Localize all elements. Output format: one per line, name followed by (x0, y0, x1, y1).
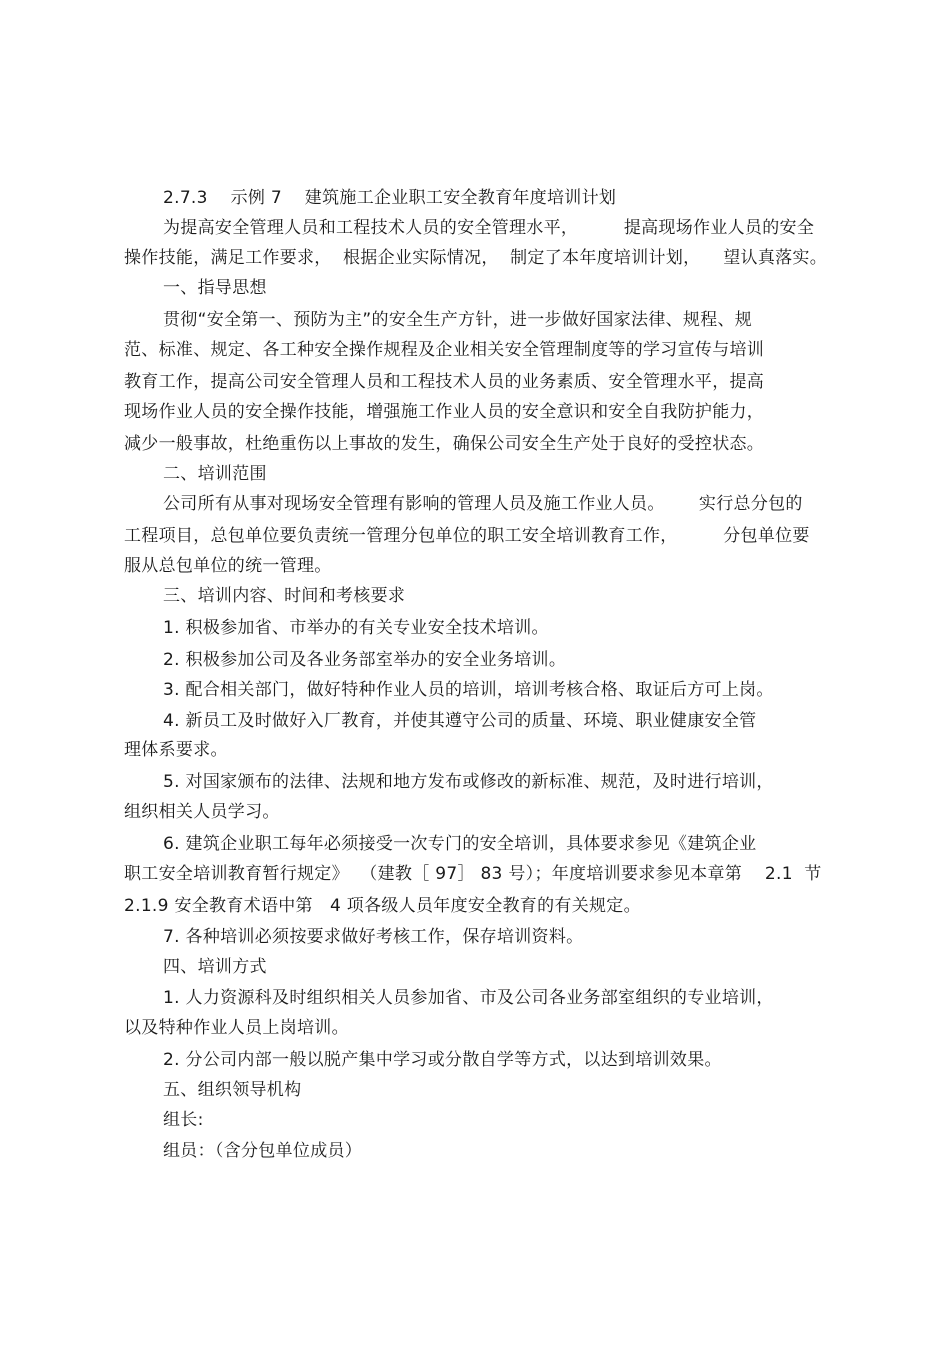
paragraph-line: 教育工作，提高公司安全管理人员和工程技术人员的业务素质、安全管理水平，提高 (124, 372, 765, 392)
list-item: 1. 人力资源科及时组织相关人员参加省、市及公司各业务部室组织的专业培训， (163, 988, 774, 1008)
paragraph-line: 公司所有从事对现场安全管理有影响的管理人员及施工作业人员。 实行总分包的 (163, 494, 803, 514)
list-item-continuation: 组织相关人员学习。 (124, 802, 280, 822)
list-item: 5. 对国家颁布的法律、法规和地方发布或修改的新标准、规范，及时进行培训， (163, 772, 774, 792)
list-item: 1. 积极参加省、市举办的有关专业安全技术培训。 (163, 618, 549, 638)
team-members-label: 组员：（含分包单位成员） (163, 1141, 363, 1161)
section-heading: 2.7.3 示例 7 建筑施工企业职工安全教育年度培训计划 (163, 188, 617, 208)
list-item-continuation: 2.1.9 安全教育术语中第 4 项各级人员年度安全教育的有关规定。 (124, 896, 641, 916)
paragraph-line: 现场作业人员的安全操作技能，增强施工作业人员的安全意识和安全自我防护能力， (124, 402, 765, 422)
list-item: 2. 分公司内部一般以脱产集中学习或分散自学等方式，以达到培训效果。 (163, 1050, 722, 1070)
section-title-training-method: 四、培训方式 (163, 957, 267, 977)
list-item: 4. 新员工及时做好入厂教育，并使其遵守公司的质量、环境、职业健康安全管 (163, 711, 757, 731)
list-item-continuation: 职工安全培训教育暂行规定》 （建教［ 97］ 83 号）；年度培训要求参见本章第 2.1 节 (124, 864, 822, 884)
paragraph-line: 工程项目，总包单位要负责统一管理分包单位的职工安全培训教育工作， 分包单位要 (124, 526, 810, 546)
list-item-continuation: 理体系要求。 (124, 740, 228, 760)
list-item: 6. 建筑企业职工每年必须接受一次专门的安全培训，具体要求参见《建筑企业 (163, 834, 757, 854)
section-title-organization: 五、组织领导机构 (163, 1080, 302, 1100)
section-title-guiding-thought: 一、指导思想 (163, 278, 267, 298)
team-leader-label: 组长: (163, 1110, 204, 1130)
section-title-training-content: 三、培训内容、时间和考核要求 (163, 586, 406, 606)
paragraph-line: 减少一般事故，杜绝重伤以上事故的发生，确保公司安全生产处于良好的受控状态。 (124, 434, 765, 454)
section-title-training-scope: 二、培训范围 (163, 464, 267, 484)
paragraph-line: 范、标准、规定、各工种安全操作规程及企业相关安全管理制度等的学习宣传与培训 (124, 340, 765, 360)
paragraph-line: 贯彻“安全第一、预防为主”的安全生产方针，进一步做好国家法律、规程、规 (163, 310, 753, 330)
paragraph-line: 服从总包单位的统一管理。 (124, 556, 332, 576)
list-item: 7. 各种培训必须按要求做好考核工作，保存培训资料。 (163, 927, 584, 947)
intro-line-2: 操作技能，满足工作要求， 根据企业实际情况， 制定了本年度培训计划， 望认真落实。 (124, 248, 828, 268)
list-item: 2. 积极参加公司及各业务部室举办的安全业务培训。 (163, 650, 567, 670)
intro-line-1: 为提高安全管理人员和工程技术人员的安全管理水平， 提高现场作业人员的安全 (163, 218, 815, 238)
list-item: 3. 配合相关部门，做好特种作业人员的培训，培训考核合格、取证后方可上岗。 (163, 680, 774, 700)
list-item-continuation: 以及特种作业人员上岗培训。 (124, 1018, 349, 1038)
